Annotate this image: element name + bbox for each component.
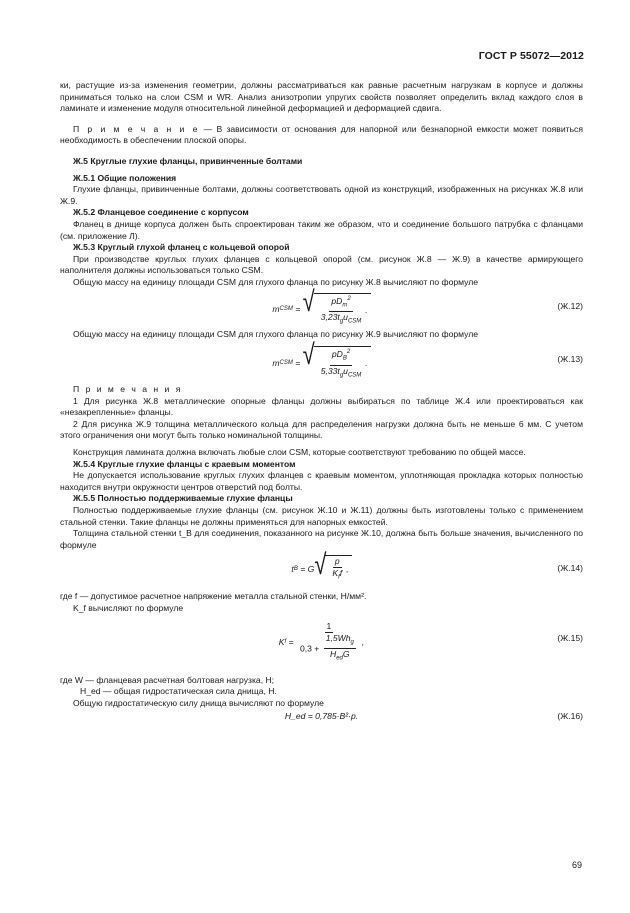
section-z51-text: Глухие фланцы, привинченные болтами, должны соответствовать одной из конструкций, изображенных на рисунках Ж.8 или Ж.9. [60, 184, 583, 206]
formula-z13 [60, 340, 583, 384]
section-z53-text-a: При производстве круглых глухих фланцев с кольцевой опорой (см. рисунок Ж.8 — Ж.9) в качестве армирующего наполнителя должны использоваться только CSM. [60, 253, 583, 276]
section-z55-text-b: Толщина стальной стенки t_B для соединения, показанного на рисунке Ж.10, должна быть больше значения, вычисленного по формуле [60, 528, 583, 550]
formula-z15 [60, 615, 583, 675]
formula-z16-expr: H_ed = 0,785·B²·p. [284, 711, 359, 722]
section-z54-text: Не допускается использование круглых глухих фланцев с краевым моментом, уплотняющая прокладка которых полностью находится внутри окружности центров отверстий под болты. [60, 470, 583, 492]
note-item-2: 2 Для рисунка Ж.9 толщина металлического кольца для распределения нагрузки должна быть не меньше 6 мм. С учетом этого ограничения они могут быть только номинальной толщины. [60, 418, 583, 441]
note-label: П р и м е ч а н и е [73, 123, 200, 134]
formula-z16-number: (Ж.16) [557, 711, 583, 722]
section-z5-heading: Ж.5 Круглые глухие фланцы, привинченные болтами [73, 155, 303, 166]
formula-z12-number: (Ж.12) [557, 300, 583, 311]
section-z52-text: Фланец в днище корпуса должен быть спроектирован таким же образом, что и соединение большого патрубка с фланцами (см. приложение Л). [60, 218, 583, 241]
section-z55-heading: Ж.5.5 Полностью поддерживаемые глухие фланцы [73, 493, 293, 504]
laminate-text: Конструкция ламината должна включать любые слои CSM, которые соответствуют требованию по общей массе. [73, 447, 526, 458]
formula-z12 [60, 284, 583, 329]
formula-z15-number: (Ж.15) [557, 632, 583, 643]
formula-z16 [60, 709, 583, 729]
formula-z13-number: (Ж.13) [557, 354, 583, 365]
kf-calc-text: K_f вычисляют по формуле [73, 603, 184, 613]
where-f-text: где f — допустимое расчетное напряжение металла стальной стенки, Н/мм². [60, 591, 367, 602]
page-number: 69 [571, 860, 582, 870]
section-z54-heading: Ж.5.4 Круглые глухие фланцы с краевым моментом [73, 458, 296, 469]
formula-z14-number: (Ж.14) [557, 563, 583, 574]
section-z51-heading: Ж.5.1 Общие положения [73, 172, 177, 183]
formula-z15-expr: K f = 1 0,3 + $\frac{1,5Wh_g}{H_{ed}G}$ , [278, 620, 365, 663]
notes-label: П р и м е ч а н и я [73, 384, 183, 395]
note-1 [60, 124, 583, 147]
formula-z13-expr: m CSM = √ $\frac{pD_B^2}{5,33t_gu_{CSM}}$ . [272, 346, 370, 381]
where-w-text: где W — фланцевая расчетная болтовая нагрузка, Н; [60, 674, 275, 685]
section-z55-text-a: Полностью поддерживаемые глухие фланцы (см. рисунок Ж.10 и Ж.11) должны быть изготовлены только с применением стальной стенки. Такие фланцы не должны применяться для напорных емкостей. [60, 505, 583, 527]
formula-z14 [60, 548, 583, 591]
page-content [60, 80, 583, 729]
section-z53-text-b: Общую массу на единицу площади CSM для глухого фланца по рисунку Ж.8 вычисляют по формуле [73, 276, 479, 287]
section-z52-heading: Ж.5.2 Фланцевое соединение с корпусом [73, 207, 249, 218]
formula-z14-expr: t B = G √ $\frac{p}{K_ff}$ , [291, 555, 351, 584]
note-item-1: 1 Для рисунка Ж.8 металлические опорные фланцы должны выбираться по таблице Ж.4 или проектироваться как «незакрепленные» фланцы. [60, 395, 583, 418]
hed-calc-text: Общую гидростатическую силу днища вычисляют по формуле [73, 697, 324, 708]
standard-header: ГОСТ Р 55072—2012 [478, 50, 584, 62]
formula-z12-expr: m CSM = √ $\frac{pD_m^2}{3,23t_gu_{CSM}}$ . [272, 293, 370, 328]
where-hed-text: H_ed — общая гидростатическая сила днища, Н. [80, 686, 277, 697]
section-z53-heading: Ж.5.3 Круглый глухой фланец с кольцевой опорой [73, 242, 290, 253]
paragraph-intro: ки, растущие из-за изменения геометрии, должны рассматриваться как равные расчетным нагрузкам в корпусе и должны приниматься только на слои CSM и WR. Анализ анизотропии упругих свойств позволяет определить вклад каждого слоя в ламинате и изменение модуля относительной линейной деформацией и деформацией сдвига. [60, 80, 583, 114]
note-text: — В зависимости от основания для напорной или безнапорной емкости может появиться необходимость в обеспечении плоской опоры. [60, 123, 583, 146]
section-z53-text-c: Общую массу на единицу площади CSM для глухого фланца по рисунку Ж.9 вычисляют по формуле [73, 328, 479, 339]
